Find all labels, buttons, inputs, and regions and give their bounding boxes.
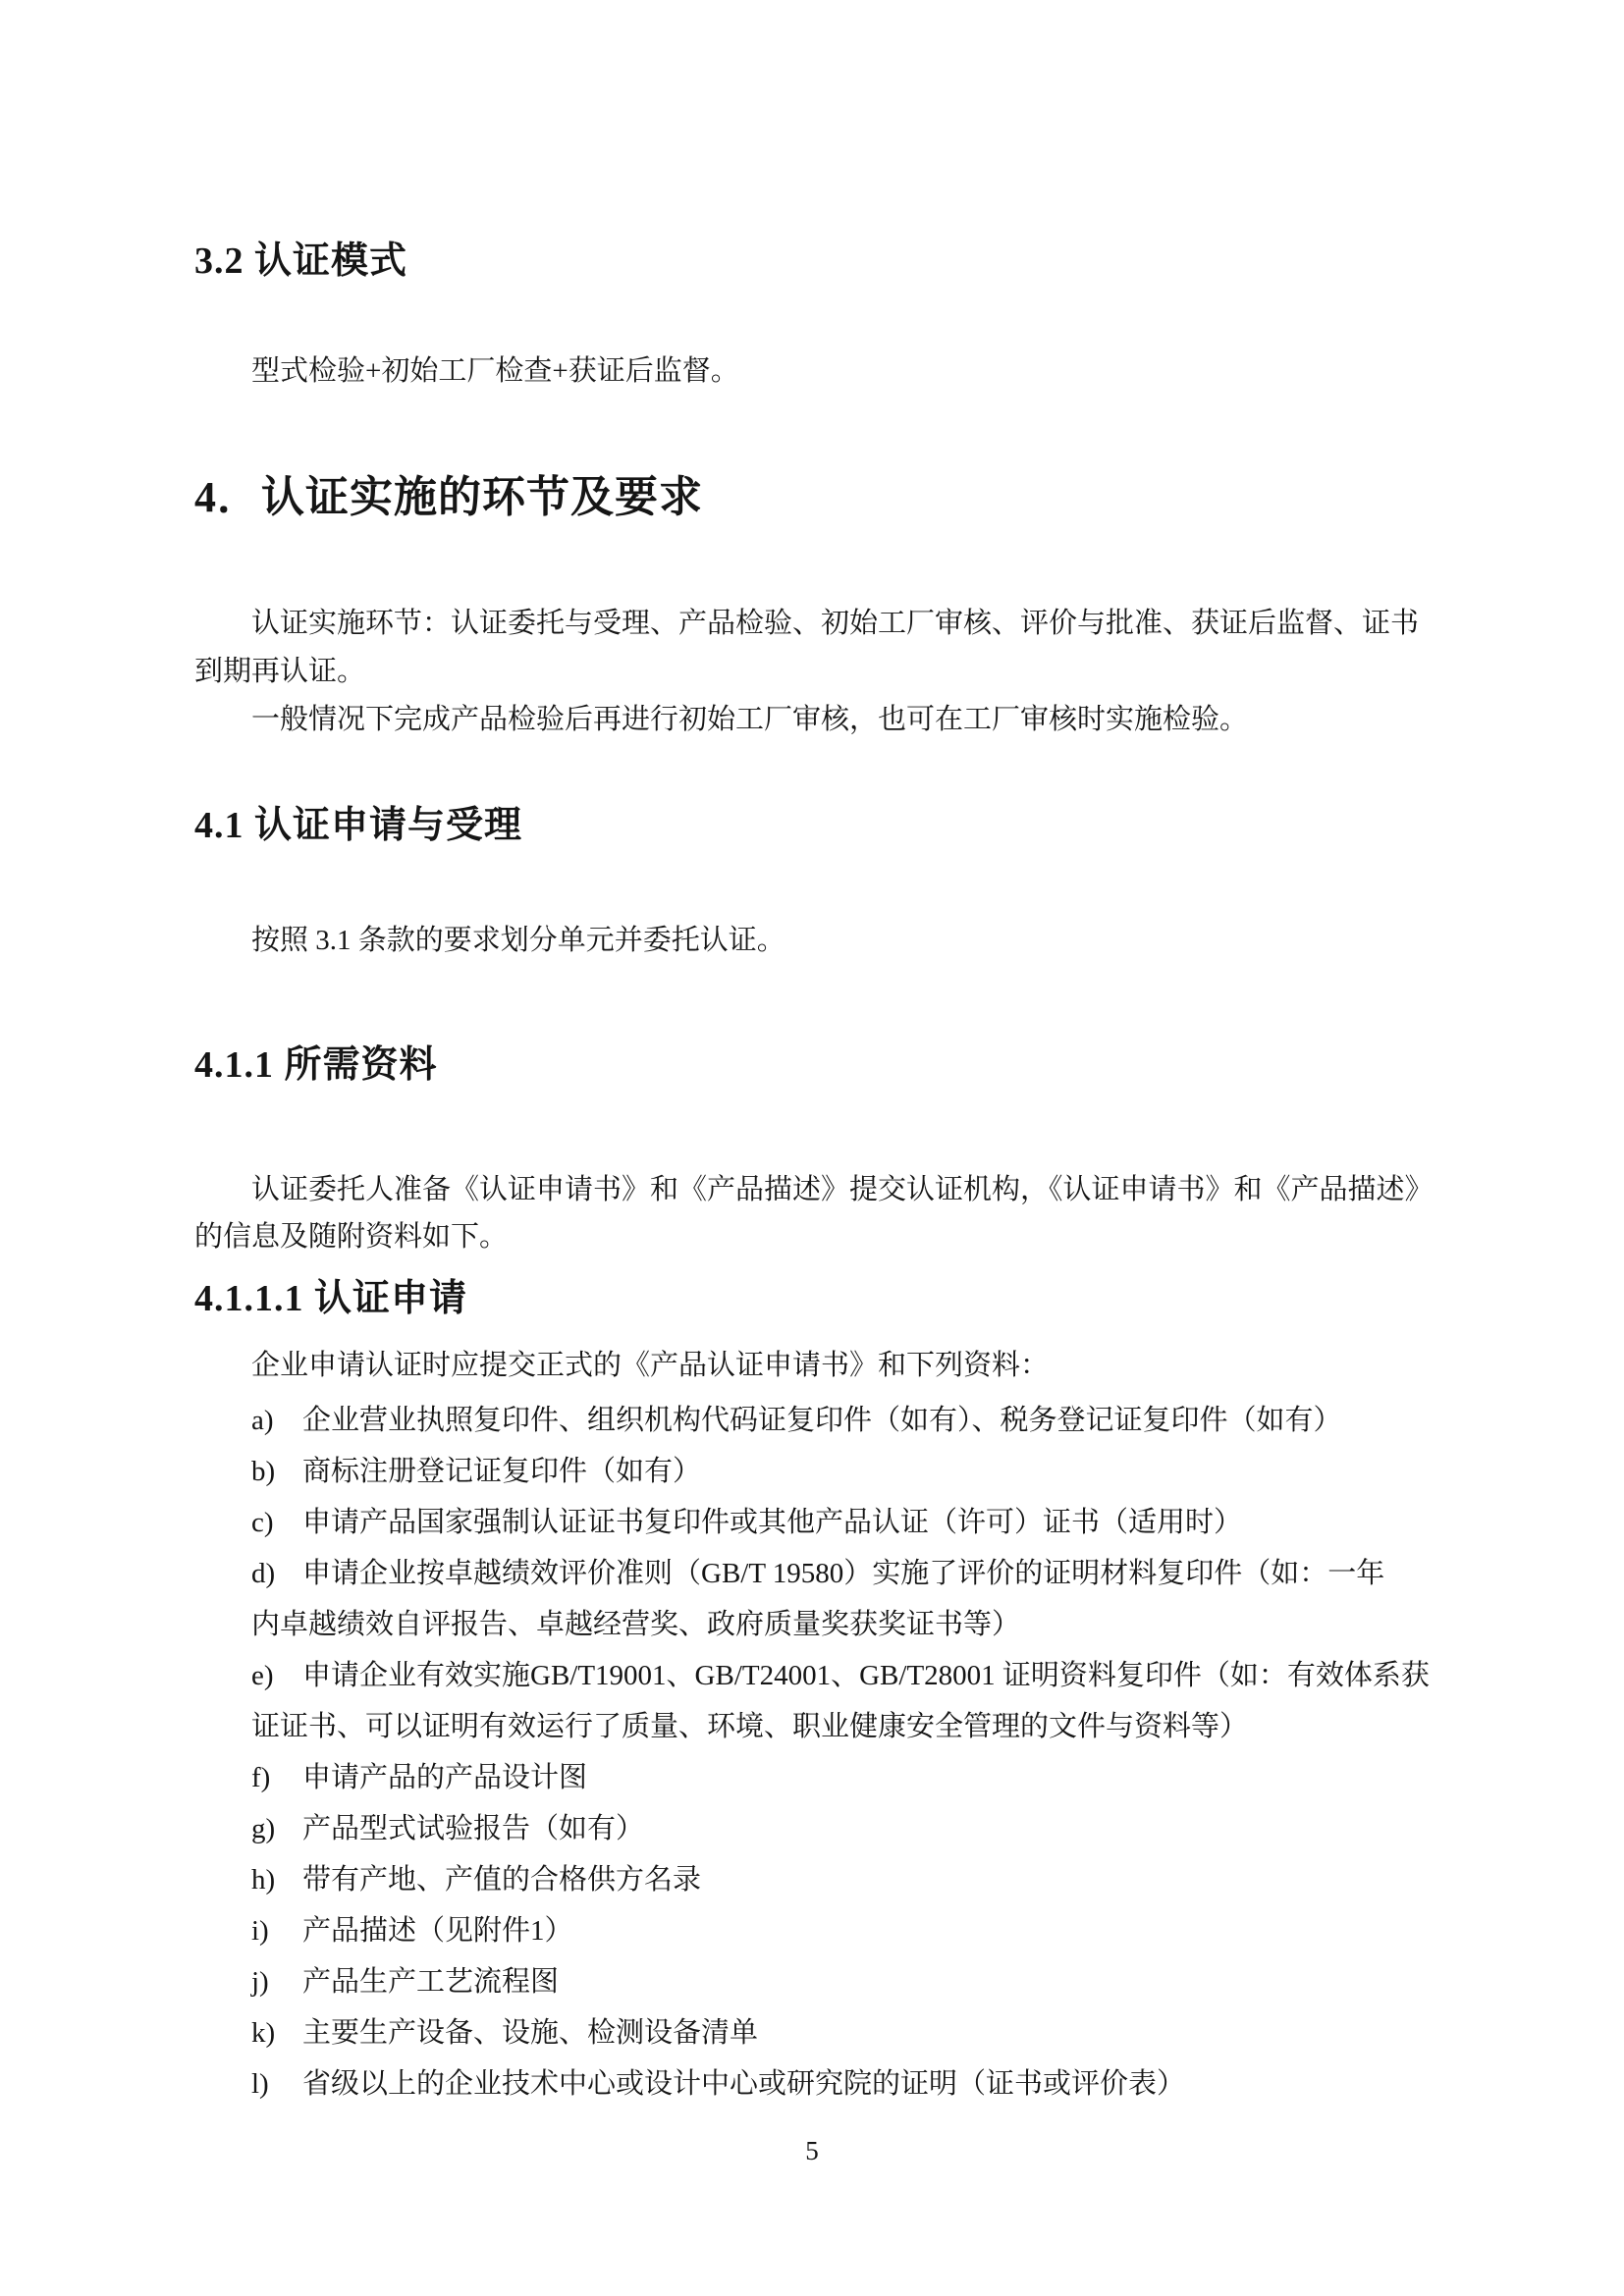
list-item-text: 证证书、可以证明有效运行了质量、环境、职业健康安全管理的文件与资料等） [251, 1711, 1249, 1742]
paragraph-application-intro: 企业申请认证时应提交正式的《产品认证申请书》和下列资料： [251, 1350, 1050, 1381]
list-item-text: 内卓越绩效自评报告、卓越经营奖、政府质量奖获奖证书等） [251, 1609, 1021, 1640]
list-item-text: 带有产地、产值的合格供方名录 [302, 1864, 702, 1896]
list-item-continuation [251, 1599, 1467, 1650]
list-item-text: 产品描述（见附件1） [302, 1915, 573, 1947]
section-heading-4-1: 4.1 认证申请与受理 [194, 805, 523, 846]
list-item-text: 商标注册登记证复印件（如有） [302, 1456, 702, 1487]
section-heading-4-1-1: 4.1.1 所需资料 [194, 1044, 438, 1086]
requirement-list [194, 1395, 1467, 2109]
paragraph-line: 认证委托人准备《认证申请书》和《产品描述》提交认证机构，《认证申请书》和《产品描述》 [251, 1174, 1434, 1205]
list-item-continuation [251, 1701, 1467, 1752]
paragraph-line: 认证实施环节：认证委托与受理、产品检验、初始工厂审核、评价与批准、获证后监督、证书 [251, 608, 1420, 639]
paragraph-application-acceptance: 按照 3.1 条款的要求划分单元并委托认证。 [251, 925, 785, 956]
list-item-text: 申请产品国家强制认证证书复印件或其他产品认证（许可）证书（适用时） [302, 1507, 1243, 1538]
paragraph-line: 到期再认证。 [194, 656, 366, 687]
list-item-label: i) [251, 1915, 269, 1947]
section-heading-4-1-1-1: 4.1.1.1 认证申请 [194, 1278, 468, 1319]
list-item-text: 产品型式试验报告（如有） [302, 1813, 645, 1844]
paragraph-required-documents [194, 1166, 1467, 1260]
list-item [251, 2058, 1467, 2109]
list-item [251, 1497, 1467, 1548]
list-item-label: a) [251, 1405, 274, 1436]
paragraph-line: 一般情况下完成产品检验后再进行初始工厂审核，也可在工厂审核时实施检验。 [251, 704, 1249, 735]
list-item-label: d) [251, 1558, 276, 1589]
list-item-text: 申请企业有效实施GB/T19001、GB/T24001、GB/T28001 证明资料复印件（如：有效体系获 [302, 1660, 1430, 1691]
list-item-label: e) [251, 1660, 274, 1691]
list-item [251, 1803, 1467, 1854]
paragraph-certification-mode: 型式检验+初始工厂检查+获证后监督。 [251, 355, 739, 387]
list-item-text: 申请产品的产品设计图 [302, 1762, 588, 1793]
list-item-text: 产品生产工艺流程图 [302, 1966, 560, 1998]
list-item [251, 1395, 1467, 1446]
list-item-label: b) [251, 1456, 276, 1487]
list-item [251, 1905, 1467, 1956]
list-item-text: 主要生产设备、设施、检测设备清单 [302, 2017, 759, 2049]
section-heading-4: 4．认证实施的环节及要求 [194, 473, 703, 521]
list-item-label: k) [251, 2017, 276, 2049]
list-item-label: g) [251, 1813, 276, 1844]
paragraph-line: 的信息及随附资料如下。 [194, 1221, 509, 1253]
list-item-label: c) [251, 1507, 274, 1538]
list-item [251, 2007, 1467, 2058]
paragraph-implementation-steps [194, 600, 1467, 744]
list-item-label: h) [251, 1864, 276, 1896]
list-item [251, 1752, 1467, 1803]
list-item-label: f) [251, 1762, 271, 1793]
section-heading-3-2: 3.2 认证模式 [194, 240, 408, 282]
list-item [251, 1650, 1467, 1701]
list-item-text: 省级以上的企业技术中心或设计中心或研究院的证明（证书或评价表） [302, 2068, 1186, 2100]
list-item-label: j) [251, 1966, 269, 1998]
list-item [251, 1956, 1467, 2007]
list-item-label: l) [251, 2068, 269, 2100]
list-item [251, 1854, 1467, 1905]
list-item [251, 1548, 1467, 1599]
list-item [251, 1446, 1467, 1497]
page-number: 5 [805, 2136, 819, 2165]
document-content [194, 0, 1467, 2109]
list-item-text: 企业营业执照复印件、组织机构代码证复印件（如有）、税务登记证复印件（如有） [302, 1405, 1342, 1436]
list-item-text: 申请企业按卓越绩效评价准则（GB/T 19580）实施了评价的证明材料复印件（如：一年 [302, 1558, 1385, 1589]
